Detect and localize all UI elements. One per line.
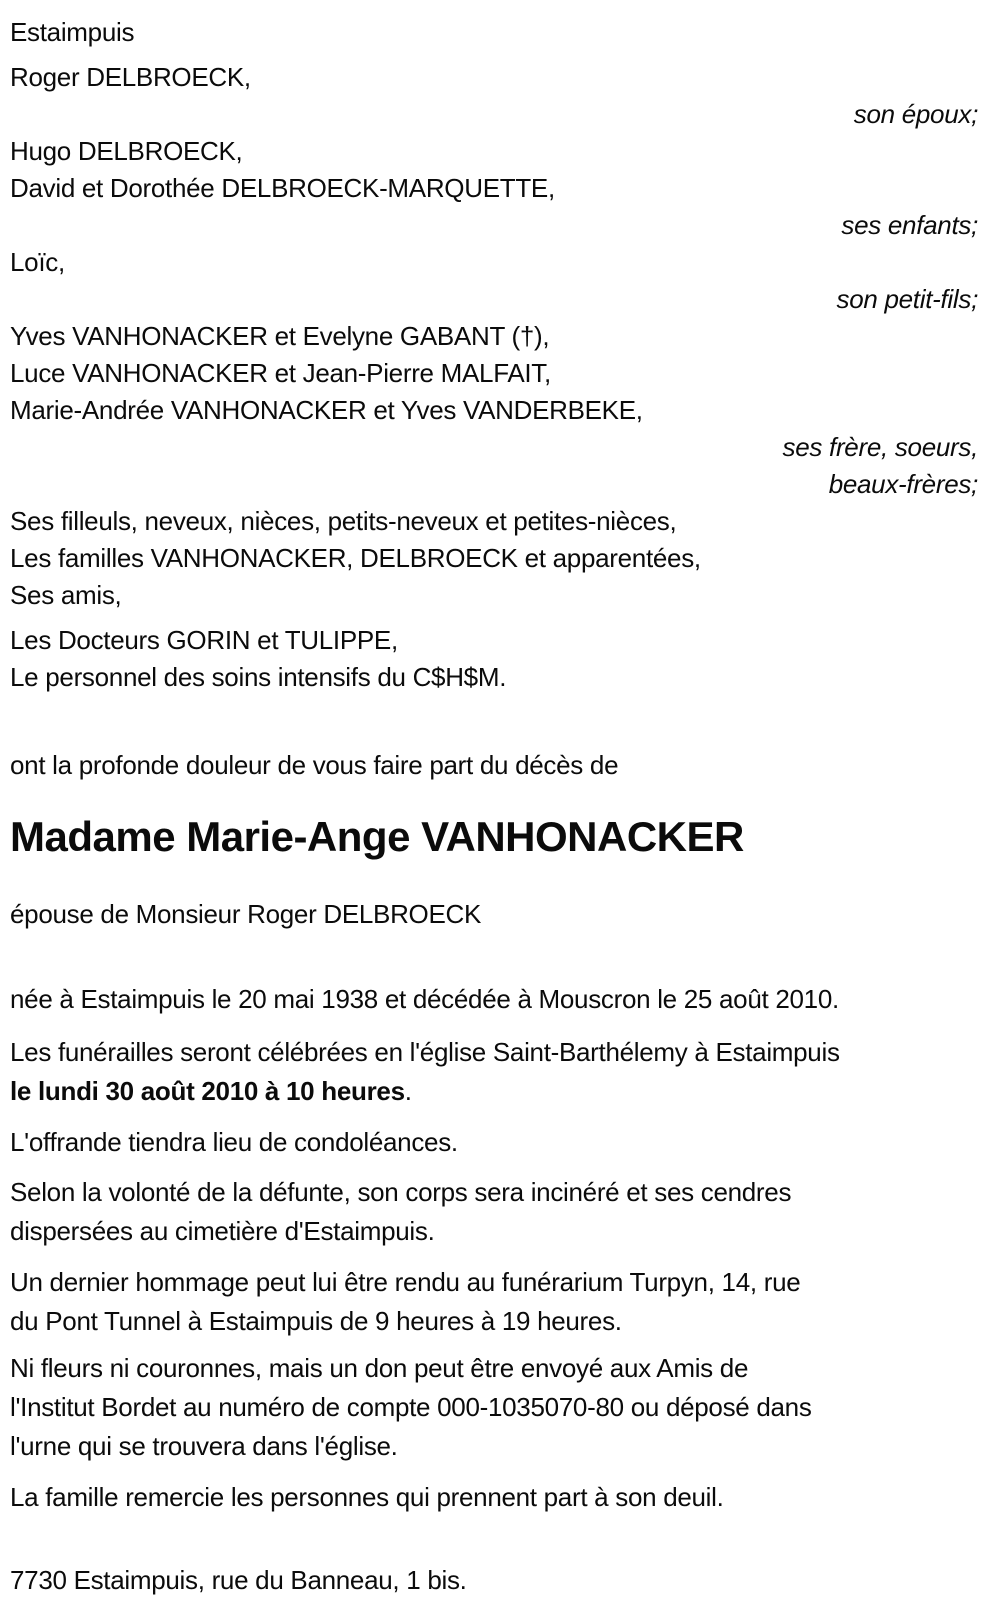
spouse-line: épouse de Monsieur Roger DELBROECK bbox=[10, 899, 482, 929]
cremation-line-2: dispersées au cimetière d'Estaimpuis. bbox=[10, 1216, 435, 1246]
address-line: 7730 Estaimpuis, rue du Banneau, 1 bis. bbox=[10, 1565, 467, 1595]
thanks-line: La famille remercie les personnes qui prennent part à son deuil. bbox=[10, 1482, 724, 1512]
cremation-paragraph bbox=[10, 1173, 978, 1251]
mourner-name: Yves VANHONACKER et Evelyne GABANT (†), bbox=[10, 321, 550, 351]
donation-line-3: l'urne qui se trouvera dans l'église. bbox=[10, 1431, 398, 1461]
offering-line: L'offrande tiendra lieu de condoléances. bbox=[10, 1127, 458, 1157]
mourner-name: Marie-Andrée VANHONACKER et Yves VANDERBEKE, bbox=[10, 395, 643, 425]
relation-label: ses enfants; bbox=[841, 210, 978, 240]
relation-label: beaux-frères; bbox=[828, 469, 978, 499]
tribute-line-2: du Pont Tunnel à Estaimpuis de 9 heures à 19 heures. bbox=[10, 1306, 622, 1336]
mourner-name: Les familles VANHONACKER, DELBROECK et apparentées, bbox=[10, 543, 701, 573]
tribute-paragraph bbox=[10, 1263, 978, 1341]
donation-paragraph bbox=[10, 1349, 978, 1466]
mourner-name: Loïc, bbox=[10, 247, 65, 277]
funeral-line-1: Les funérailles seront célébrées en l'église Saint-Barthélemy à Estaimpuis bbox=[10, 1037, 840, 1067]
birth-death-line: née à Estaimpuis le 20 mai 1938 et décédée à Mouscron le 25 août 2010. bbox=[10, 984, 839, 1014]
donation-line-2: l'Institut Bordet au numéro de compte 000-1035070-80 ou déposé dans bbox=[10, 1392, 812, 1422]
funeral-date-period: . bbox=[404, 1076, 412, 1106]
funeral-paragraph bbox=[10, 1033, 978, 1111]
relation-label: ses frère, soeurs, bbox=[782, 432, 978, 462]
funeral-line-2 bbox=[10, 1072, 978, 1111]
relation-label: son époux; bbox=[853, 99, 978, 129]
announcement-intro: ont la profonde douleur de vous faire part du décès de bbox=[10, 750, 619, 780]
deceased-name-heading: Madame Marie-Ange VANHONACKER bbox=[10, 813, 744, 860]
mourner-name: Roger DELBROECK, bbox=[10, 62, 251, 92]
mourner-name: Les Docteurs GORIN et TULIPPE, bbox=[10, 625, 398, 655]
donation-line-1: Ni fleurs ni couronnes, mais un don peut être envoyé aux Amis de bbox=[10, 1353, 749, 1383]
funeral-date-bold: le lundi 30 août 2010 à 10 heures bbox=[10, 1076, 405, 1106]
mourner-name: Ses filleuls, neveux, nièces, petits-neveux et petites-nièces, bbox=[10, 506, 677, 536]
mourner-name: David et Dorothée DELBROECK-MARQUETTE, bbox=[10, 173, 555, 203]
tribute-line-1: Un dernier hommage peut lui être rendu au funérarium Turpyn, 14, rue bbox=[10, 1267, 801, 1297]
mourner-name: Le personnel des soins intensifs du C$H$M. bbox=[10, 662, 507, 692]
relation-label: son petit-fils; bbox=[836, 284, 978, 314]
cremation-line-1: Selon la volonté de la défunte, son corps sera incinéré et ses cendres bbox=[10, 1177, 792, 1207]
mourner-name: Hugo DELBROECK, bbox=[10, 136, 243, 166]
place-line: Estaimpuis bbox=[10, 17, 135, 47]
mourner-name: Ses amis, bbox=[10, 580, 122, 610]
mourner-name: Luce VANHONACKER et Jean-Pierre MALFAIT, bbox=[10, 358, 551, 388]
